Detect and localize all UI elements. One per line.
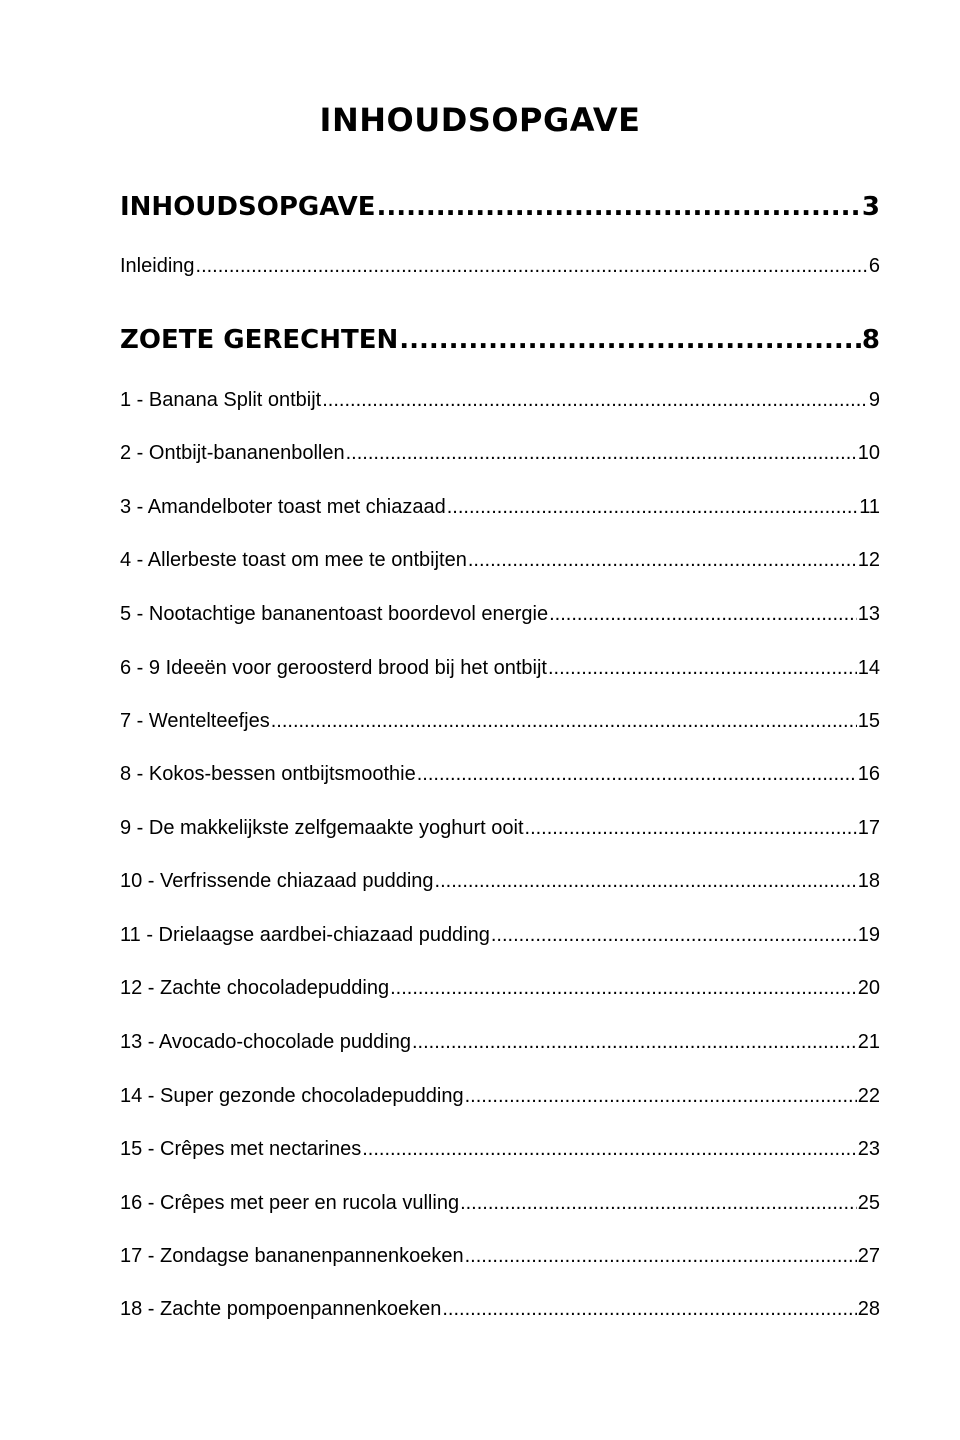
toc-entry-page: 18 — [857, 870, 880, 892]
dot-leader — [465, 1082, 857, 1110]
dot-leader — [549, 600, 857, 628]
toc-entry-label: 6 - 9 Ideeën voor geroosterd brood bij het ontbijt — [120, 657, 547, 679]
toc-entry-label: Inleiding — [120, 255, 195, 277]
toc-entry-page: 6 — [868, 255, 880, 277]
toc-entry[interactable] — [120, 1189, 880, 1217]
toc-entry-page: 13 — [857, 603, 880, 625]
toc-entry-label: 17 - Zondagse bananenpannenkoeken — [120, 1245, 464, 1267]
toc-entry-page: 11 — [859, 496, 880, 518]
toc-entry-label: 11 - Drielaagse aardbei-chiazaad pudding — [120, 924, 490, 946]
toc-entry-label: 10 - Verfrissende chiazaad pudding — [120, 870, 434, 892]
page-title: INHOUDSOPGAVE — [319, 101, 641, 139]
toc-entry[interactable] — [120, 1295, 880, 1323]
toc-heading-inhoudsopgave[interactable] — [120, 189, 880, 225]
toc-entry-label: INHOUDSOPGAVE — [120, 192, 376, 222]
dot-leader — [525, 814, 857, 842]
toc-entry-label: 8 - Kokos-bessen ontbijtsmoothie — [120, 763, 416, 785]
dot-leader — [322, 386, 868, 414]
toc-entry-label: 18 - Zachte pompoenpannenkoeken — [120, 1298, 442, 1320]
toc-entry-label: 7 - Wentelteefjes — [120, 710, 270, 732]
dot-leader — [442, 1295, 856, 1323]
toc-entry-label: 3 - Amandelboter toast met chiazaad — [120, 496, 446, 518]
dot-leader — [465, 1242, 857, 1270]
toc-entry-page: 19 — [857, 924, 880, 946]
dot-leader — [390, 974, 857, 1002]
toc-entry-label: 2 - Ontbijt-bananenbollen — [120, 442, 345, 464]
toc-heading-zoete-gerechten[interactable] — [120, 322, 880, 358]
toc-entry[interactable] — [120, 707, 880, 735]
dot-leader — [447, 493, 858, 521]
dot-leader — [376, 189, 860, 225]
toc-entry[interactable] — [120, 814, 880, 842]
toc-entry[interactable] — [120, 600, 880, 628]
toc-entry-label: 15 - Crêpes met nectarines — [120, 1138, 362, 1160]
dot-leader — [491, 921, 857, 949]
toc-entry-page: 27 — [857, 1245, 880, 1267]
toc-entry[interactable] — [120, 1135, 880, 1163]
toc-entry-page: 9 — [868, 389, 880, 411]
dot-leader — [417, 760, 857, 788]
toc-entry[interactable] — [120, 1028, 880, 1056]
dot-leader — [362, 1135, 857, 1163]
toc-entry[interactable] — [120, 493, 880, 521]
toc-entry[interactable] — [120, 654, 880, 682]
toc-entry-page: 28 — [857, 1298, 880, 1320]
toc-entry[interactable] — [120, 921, 880, 949]
toc-entry[interactable] — [120, 867, 880, 895]
toc-entry-page: 20 — [857, 977, 880, 999]
toc-entry-label: 14 - Super gezonde chocoladepudding — [120, 1085, 464, 1107]
toc-entry[interactable] — [120, 760, 880, 788]
dot-leader — [460, 1189, 857, 1217]
toc-entry-label: 9 - De makkelijkste zelfgemaakte yoghurt ooit — [120, 817, 524, 839]
toc-entry-page: 15 — [857, 710, 880, 732]
toc-entry-page: 17 — [857, 817, 880, 839]
toc-entry-label: 1 - Banana Split ontbijt — [120, 389, 322, 411]
dot-leader — [196, 252, 868, 280]
toc-entry-page: 10 — [857, 442, 880, 464]
toc-entry-page: 21 — [857, 1031, 880, 1053]
toc-entry-label: 13 - Avocado-chocolade pudding — [120, 1031, 411, 1053]
toc-entry[interactable] — [120, 386, 880, 414]
toc-entry-page: 12 — [857, 549, 880, 571]
toc-entry-label: 12 - Zachte chocoladepudding — [120, 977, 390, 999]
dot-leader — [468, 546, 857, 574]
dot-leader — [399, 322, 861, 358]
toc-entry-label: 16 - Crêpes met peer en rucola vulling — [120, 1192, 460, 1214]
toc-entry-inleiding[interactable] — [120, 252, 880, 280]
toc-entry-label: ZOETE GERECHTEN — [120, 325, 399, 355]
dot-leader — [548, 654, 857, 682]
toc-entry[interactable] — [120, 974, 880, 1002]
toc-entry-page: 14 — [857, 657, 880, 679]
toc-entry[interactable] — [120, 546, 880, 574]
toc-entry-page: 3 — [861, 192, 880, 222]
dot-leader — [435, 867, 857, 895]
toc-entry-page: 8 — [861, 325, 880, 355]
toc-entry-page: 22 — [857, 1085, 880, 1107]
dot-leader — [412, 1028, 857, 1056]
toc-entry[interactable] — [120, 1242, 880, 1270]
dot-leader — [346, 439, 857, 467]
toc-entry[interactable] — [120, 1082, 880, 1110]
toc-entry-page: 23 — [857, 1138, 880, 1160]
dot-leader — [271, 707, 857, 735]
toc-entry-page: 25 — [857, 1192, 880, 1214]
toc-entry-label: 4 - Allerbeste toast om mee te ontbijten — [120, 549, 467, 571]
toc-entry-label: 5 - Nootachtige bananentoast boordevol energie — [120, 603, 549, 625]
toc-entry-page: 16 — [857, 763, 880, 785]
toc-entry[interactable] — [120, 439, 880, 467]
